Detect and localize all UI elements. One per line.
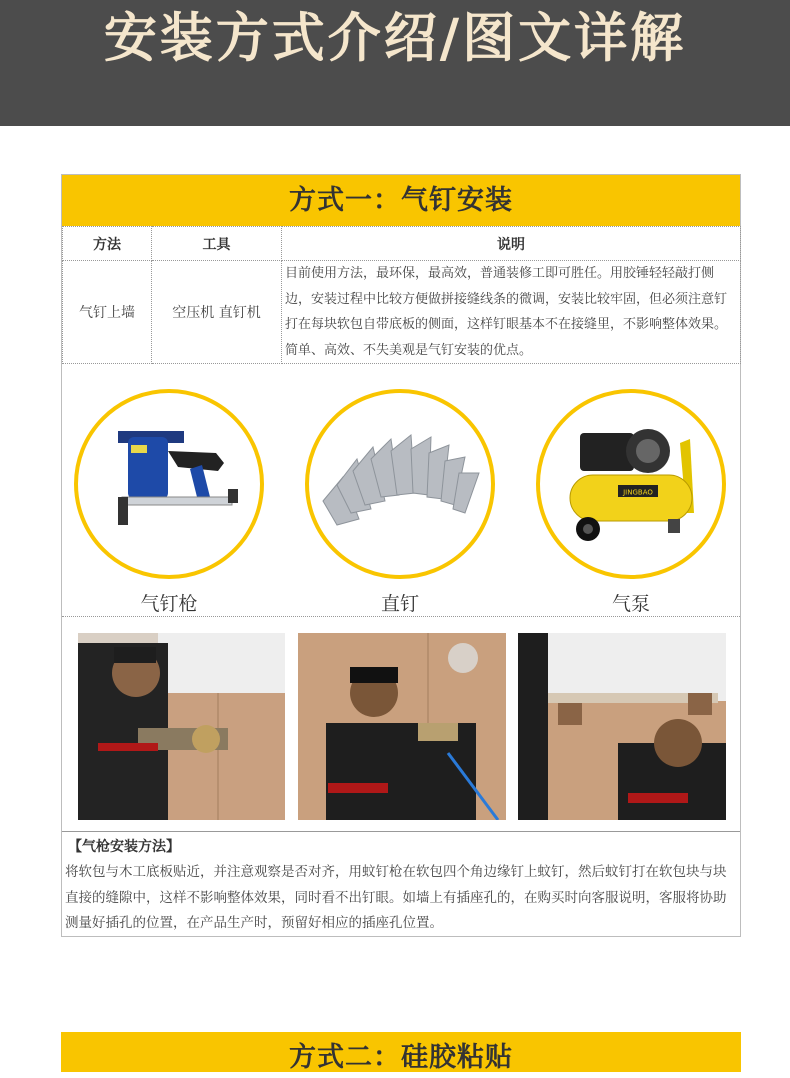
worker-installing-photo-icon xyxy=(518,633,726,820)
table-header-row xyxy=(63,227,741,261)
compressor-brand: JINGBAO xyxy=(623,488,653,497)
cell-tool: 空压机 直钉机 xyxy=(152,261,282,364)
cell-method: 气钉上墙 xyxy=(63,261,152,364)
air-compressor-icon xyxy=(540,393,722,575)
method-table xyxy=(62,226,741,364)
top-banner xyxy=(0,0,790,126)
col-header-description: 说明 xyxy=(282,227,741,261)
installation-notes xyxy=(62,831,740,937)
cell-description: 目前使用方法，最环保，最高效，普通装修工即可胜任。用胶锤轻轻敲打侧边，安装过程中比较方便做拼接缝线条的微调，安装比较牢固，但必须注意钉打在每块软包自带底板的侧面，这样钉眼基本不在接缝里，不影响整体效果。简单、高效、不失美观是气钉安装的优点。 xyxy=(282,261,741,364)
section-two-title: 方式二：硅胶粘贴 xyxy=(289,1042,513,1073)
worker-nailing-photo-icon xyxy=(78,633,285,820)
tool-circle xyxy=(536,389,726,579)
photo-worker-nailing xyxy=(78,633,285,820)
page-title: 安装方式介绍/图文详解 xyxy=(103,8,687,69)
straight-nails-icon xyxy=(309,393,491,575)
method-one-card xyxy=(61,174,741,937)
table-row xyxy=(63,261,741,364)
notes-heading: 【气枪安装方法】 xyxy=(68,839,180,855)
tool-label: 气泵 xyxy=(611,593,650,615)
section-title-bar xyxy=(62,175,740,226)
nail-gun-icon xyxy=(78,393,260,575)
installation-photos xyxy=(62,618,740,830)
notes-body: 将软包与木工底板贴近，并注意观察是否对齐，用蚊钉枪在软包四个角边缘钉上蚊钉，然后蚊钉打在软包块与块直接的缝隙中，这样不影响整体效果，同时看不出钉眼。如墙上有插座孔的，在购买时向客服说明，客服将协助测量好插孔的位置，在产品生产时，预留好相应的插座孔位置。 xyxy=(65,864,727,931)
tool-circle xyxy=(305,389,495,579)
tool-circle xyxy=(74,389,264,579)
section-two-title-bar xyxy=(61,1032,741,1072)
tool-label: 气钉枪 xyxy=(140,593,198,615)
worker-aligning-photo-icon xyxy=(298,633,506,820)
photo-worker-aligning xyxy=(298,633,506,820)
tools-row xyxy=(62,361,740,617)
section-title: 方式一：气钉安装 xyxy=(289,185,513,216)
photo-worker-installing xyxy=(518,633,726,820)
col-header-tool: 工具 xyxy=(152,227,282,261)
tool-label: 直钉 xyxy=(380,593,419,615)
col-header-method: 方法 xyxy=(63,227,152,261)
